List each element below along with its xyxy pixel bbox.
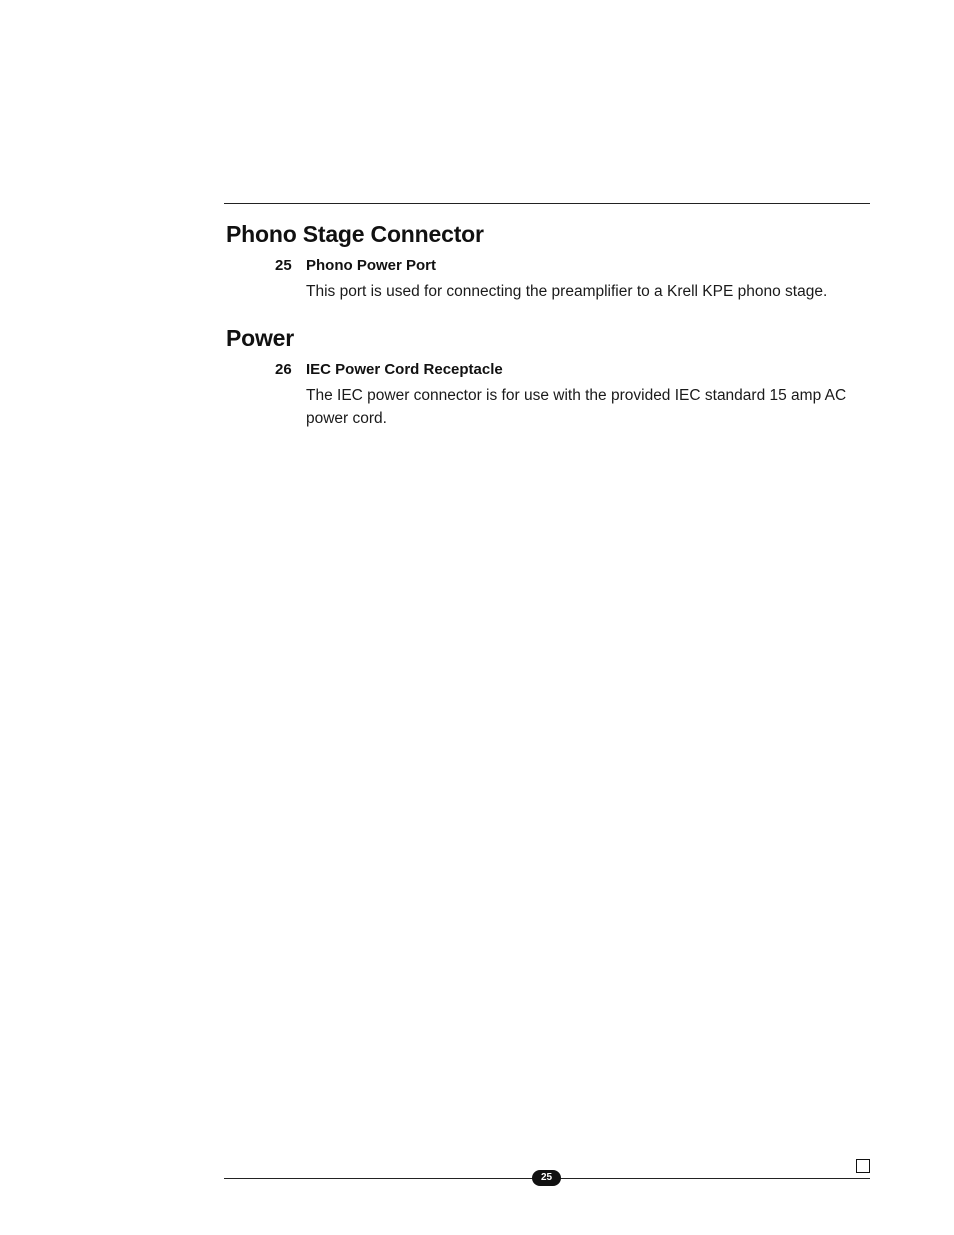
corner-square-icon	[856, 1159, 870, 1173]
item-description: The IEC power connector is for use with the provided IEC standard 15 amp AC power cord.	[306, 387, 847, 427]
item-description: This port is used for connecting the preamplifier to a Krell KPE phono stage.	[306, 283, 828, 300]
item-number: 26	[275, 361, 292, 378]
item-heading: Phono Power Port	[306, 257, 437, 274]
item-heading: IEC Power Cord Receptacle	[306, 361, 503, 378]
section-title-phono-stage-connector: Phono Stage Connector	[226, 221, 484, 247]
section-title-power: Power	[226, 325, 295, 351]
item-number: 25	[275, 257, 292, 274]
page-number-badge: 25	[532, 1170, 561, 1186]
header-rule	[224, 203, 870, 204]
